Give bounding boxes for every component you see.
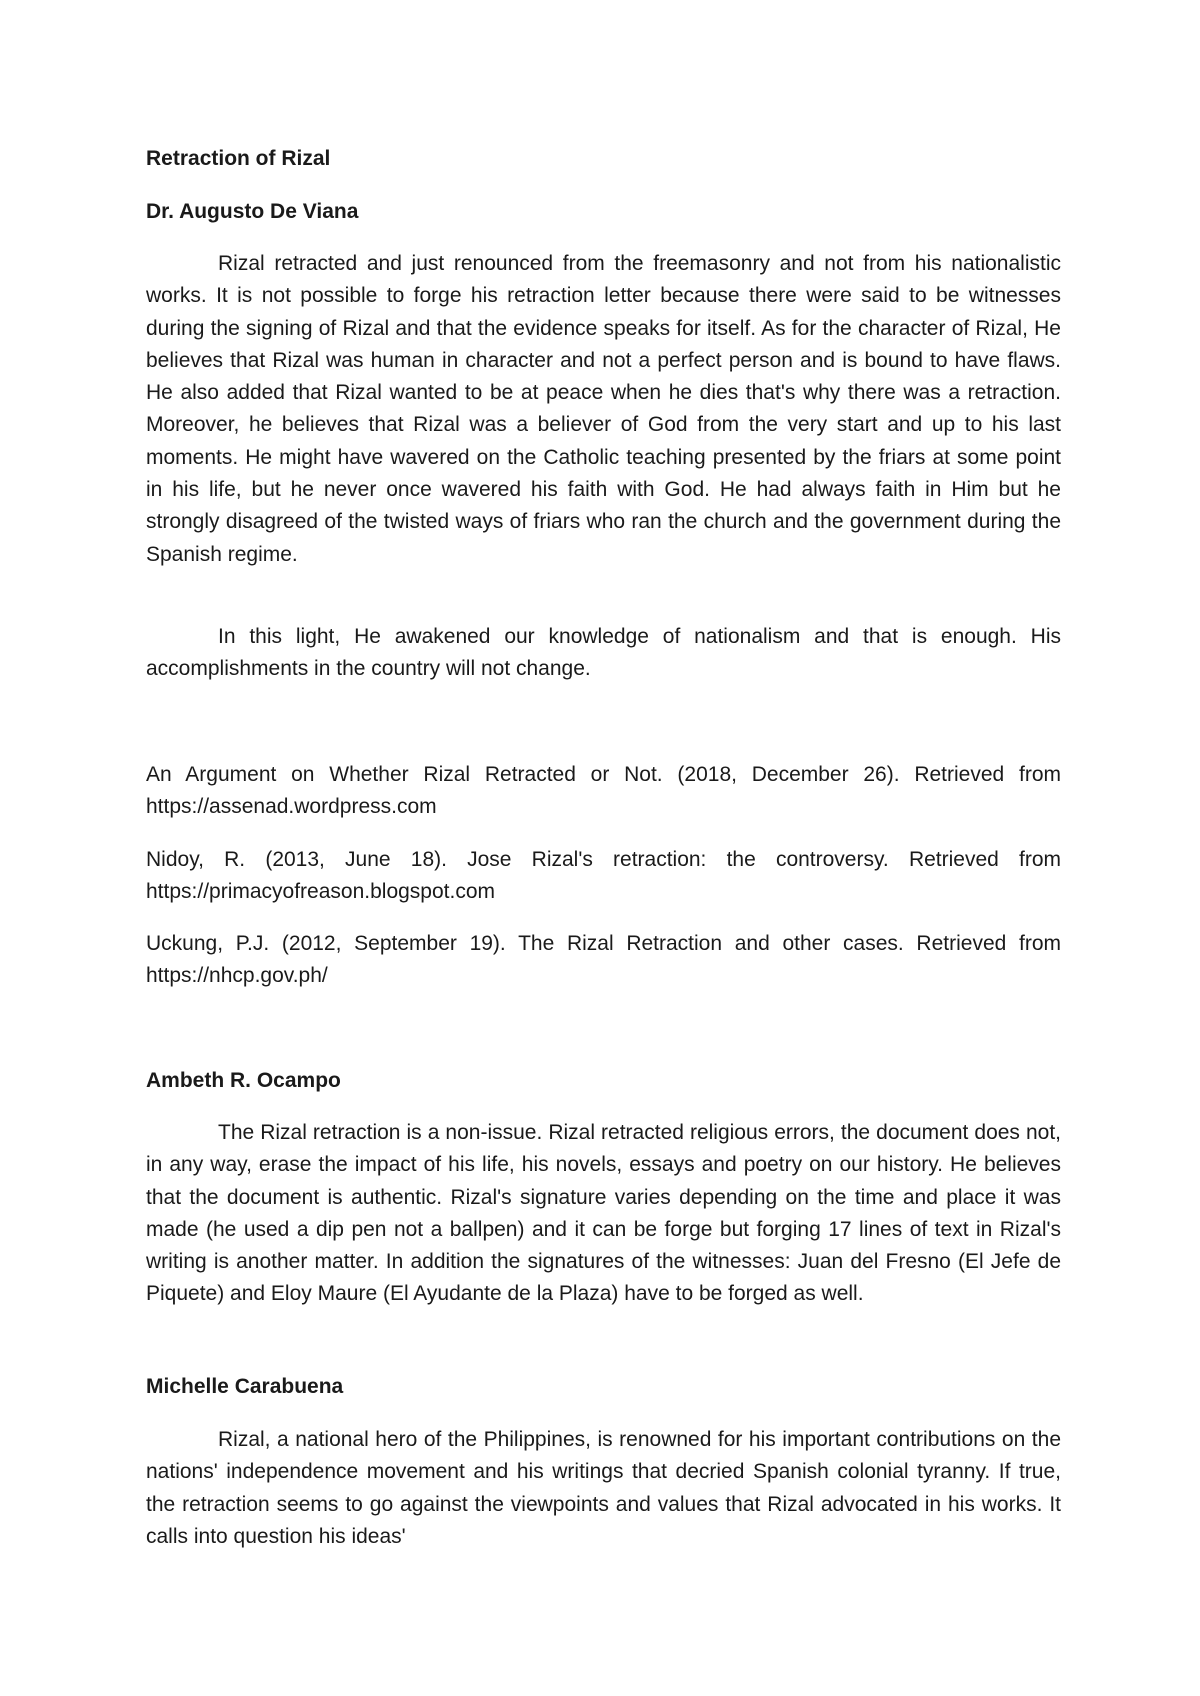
section-heading-de-viana: Dr. Augusto De Viana bbox=[146, 200, 359, 223]
section-heading-carabuena: Michelle Carabuena bbox=[146, 1375, 344, 1398]
reference-item: An Argument on Whether Rizal Retracted or Not. (2018, December 26). Retrieved from https://assenad.wordpress.com bbox=[146, 763, 1061, 819]
paragraph-ocampo: The Rizal retraction is a non-issue. Rizal retracted religious errors, the document does not, in any way, erase the impact of his life, his novels, essays and poetry on our history. He believes that the document is authentic. Rizal's signature varies depending on the time and place it was made (he used a dip pen not a ballpen) and it can be forge but forging 17 lines of text in Rizal's writing is another matter. In addition the signatures of the witnesses: Juan del Fresno (El Jefe de Piquete) and Eloy Maure (El Ayudante de la Plaza) have to be forged as well. bbox=[146, 1121, 1061, 1306]
document-title: Retraction of Rizal bbox=[146, 147, 331, 170]
paragraph-carabuena: Rizal, a national hero of the Philippines, is renowned for his important contributions on the nations' independence movement and his writings that decried Spanish colonial tyranny. If true, the retraction seems to go against the viewpoints and values that Rizal advocated in his works. It calls into question his ideas' bbox=[146, 1428, 1061, 1548]
section-heading-ocampo: Ambeth R. Ocampo bbox=[146, 1069, 341, 1092]
paragraph-de-viana-2: In this light, He awakened our knowledge of nationalism and that is enough. His accomplishments in the country will not change. bbox=[146, 625, 1061, 681]
reference-item: Nidoy, R. (2013, June 18). Jose Rizal's retraction: the controversy. Retrieved from https://primacyofreason.blogspot.com bbox=[146, 847, 1061, 903]
reference-item: Uckung, P.J. (2012, September 19). The Rizal Retraction and other cases. Retrieved from https://nhcp.gov.ph/ bbox=[146, 932, 1061, 988]
references-list bbox=[146, 759, 1061, 1013]
paragraph-de-viana-1: Rizal retracted and just renounced from the freemasonry and not from his nationalistic works. It is not possible to forge his retraction letter because there were said to be witnesses during the signing of Rizal and that the evidence speaks for itself. As for the character of Rizal, He believes that Rizal was human in character and not a perfect person and is bound to have flaws. He also added that Rizal wanted to be at peace when he dies that's why there was a retraction. Moreover, he believes that Rizal was a believer of God from the very start and up to his last moments. He might have wavered on the Catholic teaching presented by the friars at some point in his life, but he never once wavered his faith with God. He had always faith in Him but he strongly disagreed of the twisted ways of friars who ran the church and the government during the Spanish regime. bbox=[146, 252, 1061, 566]
